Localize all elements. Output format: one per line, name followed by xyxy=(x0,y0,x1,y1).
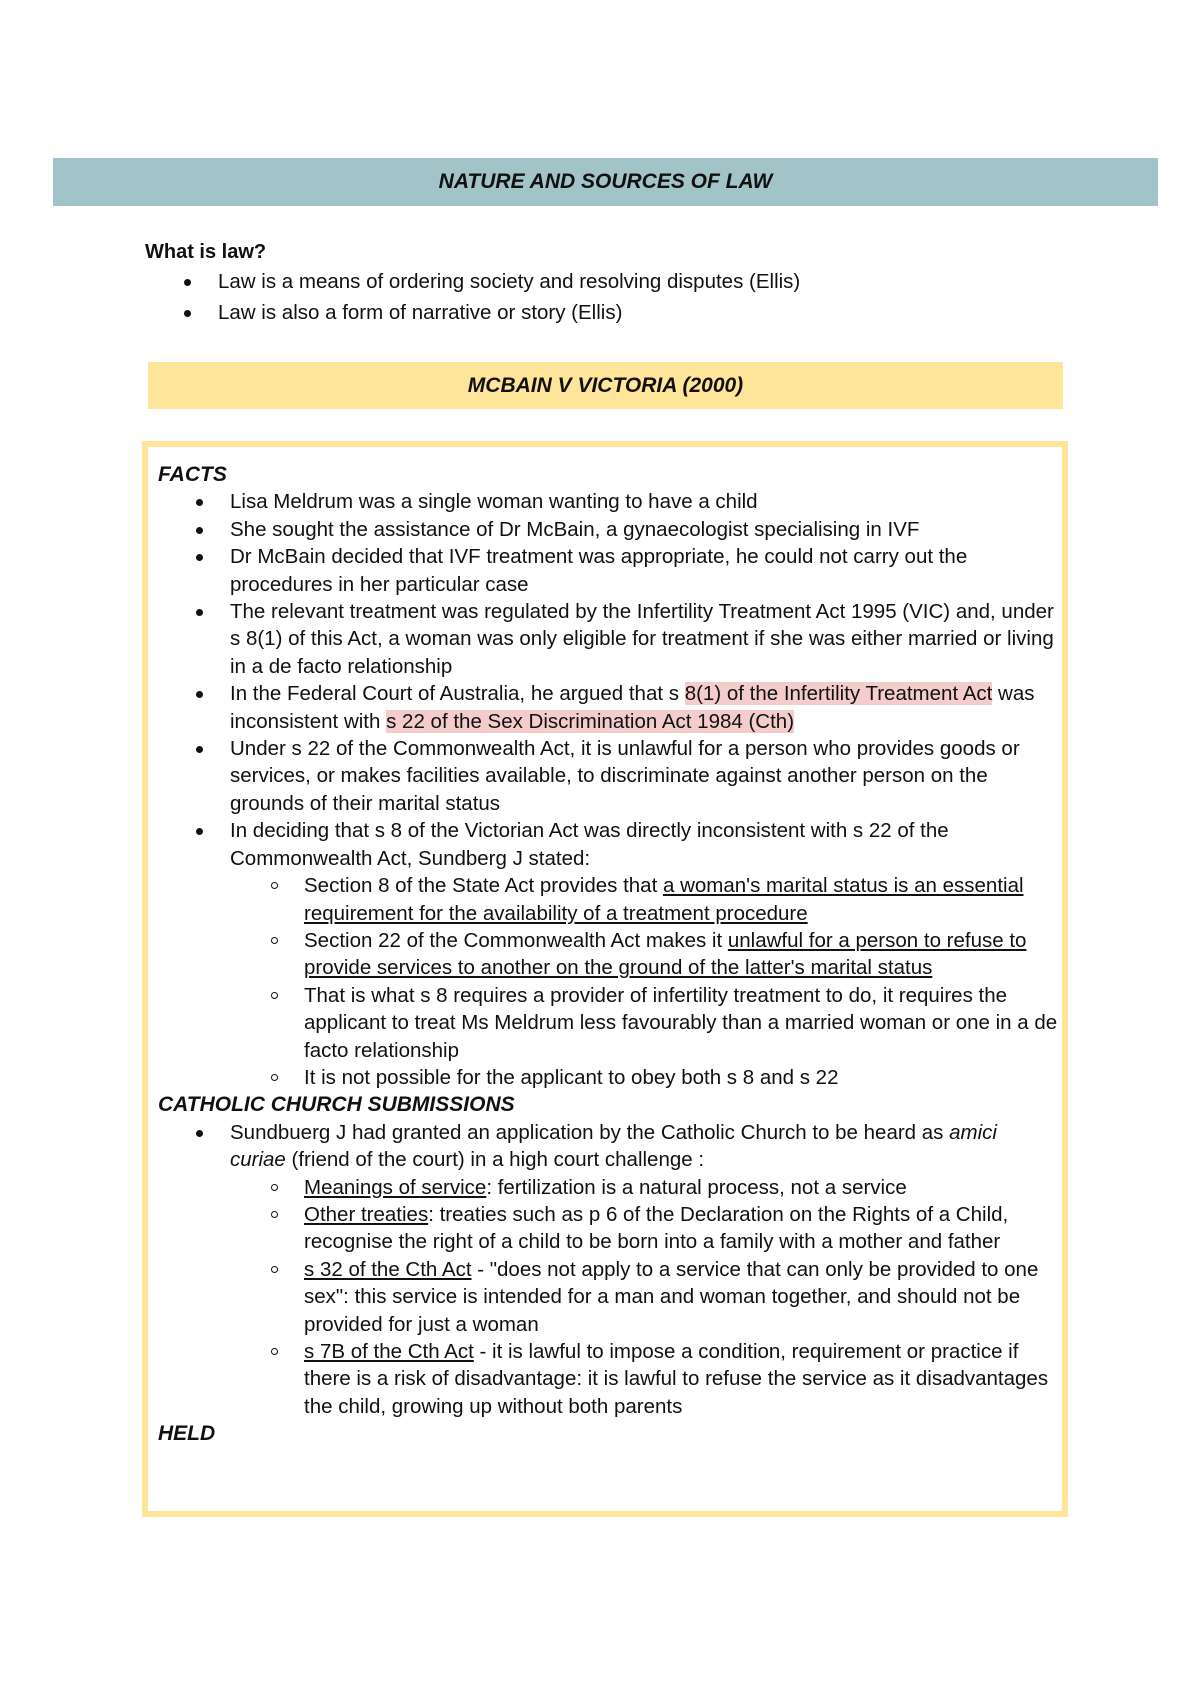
list-item: Law is also a form of narrative or story (Ellis) xyxy=(145,298,1125,329)
intro-list xyxy=(145,267,1125,328)
case-content xyxy=(158,461,1058,1448)
sub-list-item: It is not possible for the applicant to obey both s 8 and s 22 xyxy=(158,1064,1058,1091)
sub-list-item xyxy=(158,927,1058,982)
case-box xyxy=(142,441,1068,1517)
list-item xyxy=(158,1119,1058,1420)
case-title: MCBAIN V VICTORIA (2000) xyxy=(467,373,744,397)
underlined-text: Other treaties xyxy=(304,1202,429,1226)
underlined-text: s 32 of the Cth Act xyxy=(304,1257,472,1281)
list-item: The relevant treatment was regulated by the Infertility Treatment Act 1995 (VIC) and, under s 8(1) of this Act, a woman was only eligible for treatment if she was either married or living in a de facto relationship xyxy=(158,598,1058,680)
text-run: Section 22 of the Commonwealth Act makes it xyxy=(304,928,728,952)
facts-heading: FACTS xyxy=(158,463,227,486)
underlined-text: unlawful for a person to refuse to provide services to another on the ground of the latter's marital status xyxy=(304,928,1027,980)
text-run: : fertilization is a natural process, not a service xyxy=(486,1175,907,1199)
sub-list xyxy=(230,872,1058,1091)
church-heading: CATHOLIC CHURCH SUBMISSIONS xyxy=(158,1093,515,1117)
text-run: was inconsistent with xyxy=(230,682,1035,733)
highlighted-text: 8(1) of the Infertility Treatment Act xyxy=(684,682,993,706)
list-item xyxy=(158,817,1058,1091)
intro-heading: What is law? xyxy=(145,241,267,263)
main-title-banner xyxy=(53,158,1158,206)
list-item: Dr McBain decided that IVF treatment was appropriate, he could not carry out the procedures in her particular case xyxy=(158,543,1058,598)
sub-list-item: That is what s 8 requires a provider of infertility treatment to do, it requires the applicant to treat Ms Meldrum less favourably than a married woman or one in a de facto relationship xyxy=(158,982,1058,1064)
text-run: (friend of the court) in a high court challenge : xyxy=(285,1148,705,1172)
list-item xyxy=(158,680,1058,735)
underlined-text: a woman's marital status is an essential requirement for the availability of a treatment procedure xyxy=(304,874,1024,925)
highlighted-text: s 22 of the Sex Discrimination Act 1984 (Cth) xyxy=(386,709,795,733)
text-run: In the Federal Court of Australia, he argued that s xyxy=(230,682,685,706)
text-run: In deciding that s 8 of the Victorian Act was directly inconsistent with s 22 of the Commonwealth Act, Sundberg J stated: xyxy=(230,819,949,870)
list-item: Under s 22 of the Commonwealth Act, it is unlawful for a person who provides goods or services, or makes facilities available, to discriminate against another person on the grounds of their marital status xyxy=(158,735,1058,817)
italic-text: amici curiae xyxy=(230,1120,997,1172)
text-run: Section 8 of the State Act provides that xyxy=(304,874,663,898)
sub-list-item xyxy=(158,872,1058,927)
sub-list-item xyxy=(158,1256,1058,1338)
underlined-text: Meanings of service xyxy=(304,1175,487,1199)
list-item: She sought the assistance of Dr McBain, a gynaecologist specialising in IVF xyxy=(158,516,1058,543)
case-title-banner xyxy=(148,362,1063,409)
intro-section xyxy=(145,237,1125,328)
sub-list xyxy=(230,1174,1058,1421)
sub-list-item xyxy=(158,1338,1058,1420)
sub-list-item xyxy=(158,1201,1058,1256)
underlined-text: s 7B of the Cth Act xyxy=(304,1340,474,1363)
main-title: NATURE AND SOURCES OF LAW xyxy=(438,170,773,193)
text-run: : treaties such as p 6 of the Declaration on the Rights of a Child, recognise the right of a child to be born into a family with a mother and father xyxy=(304,1202,1009,1254)
church-list xyxy=(158,1119,1058,1420)
list-item: Lisa Meldrum was a single woman wanting to have a child xyxy=(158,488,1058,515)
text-run: - "does not apply to a service that can only be provided to one sex": this service is intended for a man and woman together, and should not be provided for just a woman xyxy=(304,1257,1039,1336)
sub-list-item xyxy=(158,1174,1058,1201)
text-run: Sundbuerg J had granted an application by the Catholic Church to be heard as xyxy=(230,1120,950,1144)
facts-list xyxy=(158,488,1058,1091)
held-heading: HELD xyxy=(158,1422,216,1446)
list-item: Law is a means of ordering society and resolving disputes (Ellis) xyxy=(145,267,1125,298)
text-run: - it is lawful to impose a condition, requirement or practice if there is a risk of disadvantage: it is lawful to refuse the service as it disadvantages the child, growing up without both parents xyxy=(304,1340,1049,1418)
